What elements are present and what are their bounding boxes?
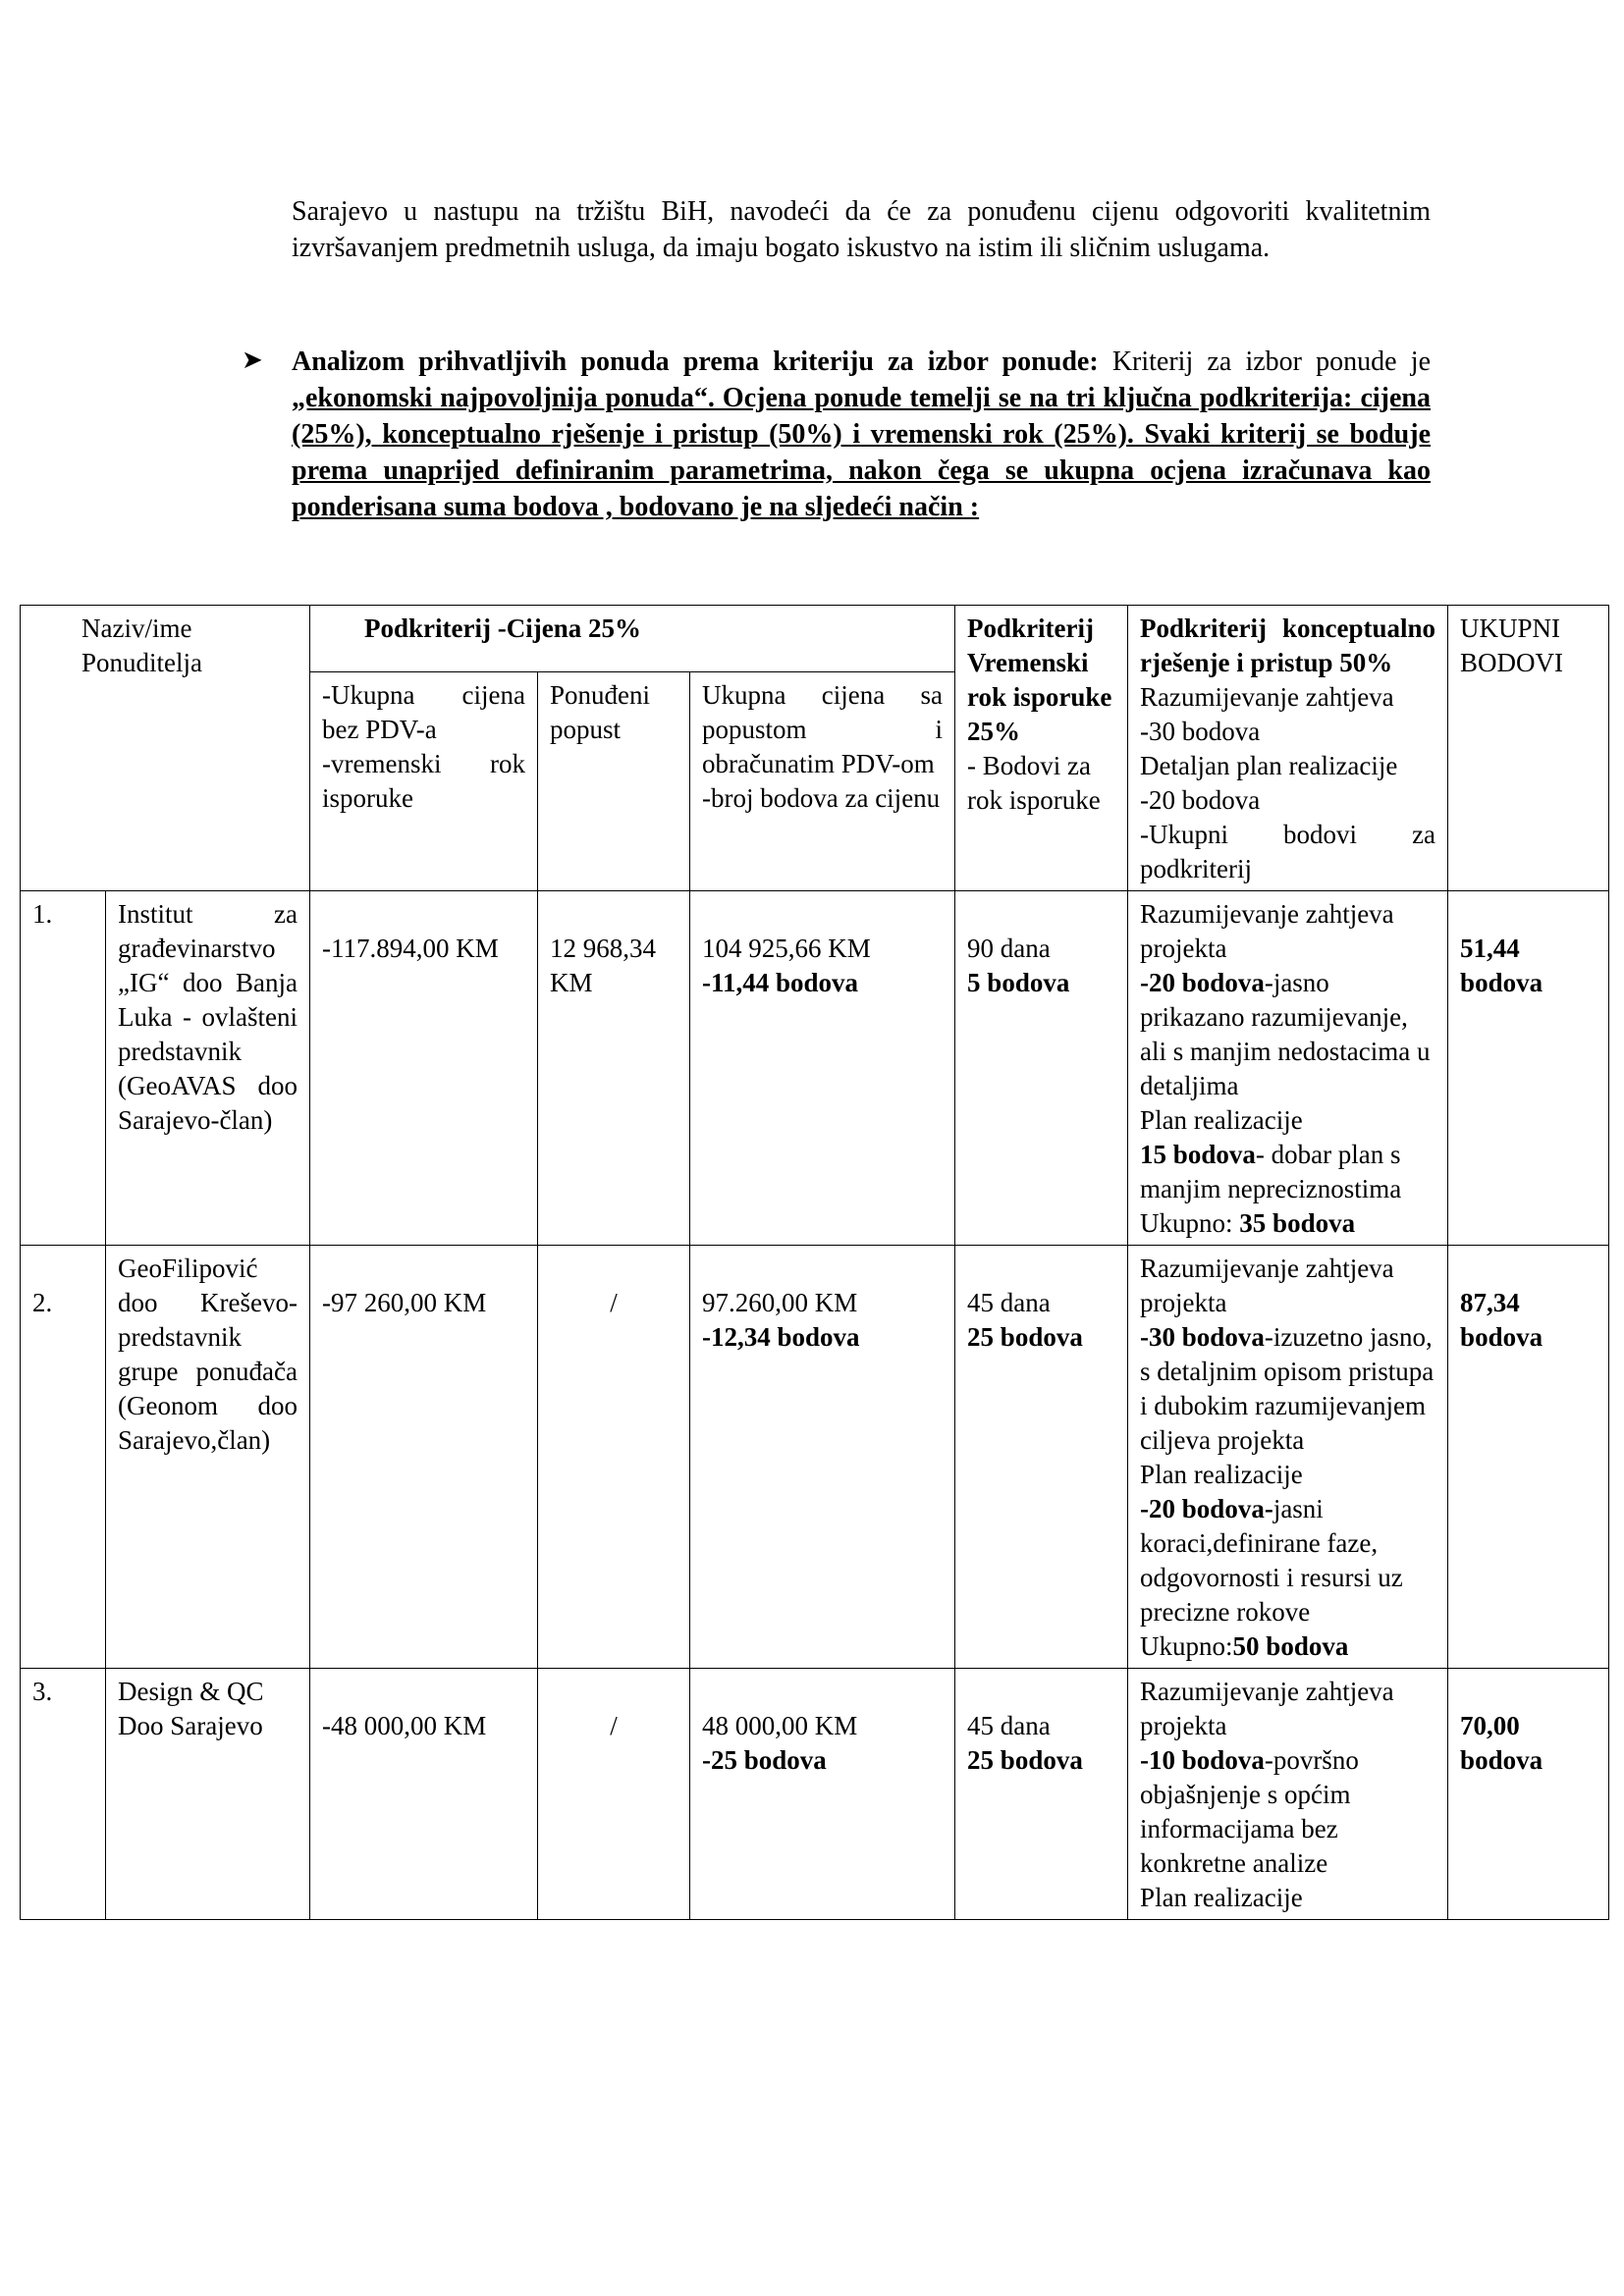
row-bidder-name: GeoFilipović doo Kreševo- predstavnik grupe ponuđača (Geonom doo Sarajevo,član): [106, 1246, 310, 1669]
row-discount: 12 968,34 KM: [538, 891, 690, 1246]
row-number: 1.: [21, 891, 106, 1246]
table-row: [21, 891, 1609, 1246]
row-discount: /: [538, 1246, 690, 1669]
row-total-points: 51,44 bodova: [1448, 891, 1609, 1246]
subheader-popust: Ponuđeni popust: [538, 671, 690, 890]
header-ukupni: UKUPNI BODOVI: [1448, 606, 1609, 891]
row-concept: Razumijevanje zahtjeva projekta -10 bodova-površno objašnjenje s općim informacijama bez konkretne analize Plan realizacije: [1128, 1669, 1448, 1920]
row-bidder-name: Institut za građevinarstvo „IG“ doo Banja Luka - ovlašteni predstavnik (GeoAVAS doo Sarajevo-član): [106, 891, 310, 1246]
table-row: [21, 1669, 1609, 1920]
criteria-text: Kriterij za izbor ponude je: [1098, 347, 1431, 377]
header-koncept: Podkriterij konceptualno rješenje i pristup 50% Razumijevanje zahtjeva -30 bodova Detaljan plan realizacije -20 bodova -Ukupni bodovi za podkriterij: [1128, 606, 1448, 891]
header-naziv: Naziv/ime Ponuditelja: [21, 606, 310, 891]
row-number: 2.: [21, 1246, 106, 1669]
row-total-price: 97.260,00 KM -12,34 bodova: [690, 1246, 955, 1669]
row-delivery: 45 dana 25 bodova: [955, 1246, 1128, 1669]
row-total-price: 104 925,66 KM -11,44 bodova: [690, 891, 955, 1246]
header-cijena: Podkriterij -Cijena 25%: [310, 606, 955, 672]
criteria-lead: Analizom prihvatljivih ponuda prema kriteriju za izbor ponude:: [292, 347, 1099, 377]
criteria-paragraph: [292, 344, 1431, 525]
row-concept: Razumijevanje zahtjeva projekta -30 bodova-izuzetno jasno, s detaljnim opisom pristupa i dubokim razumijevanjem ciljeva projekta Plan realizacije -20 bodova-jasni koraci,definirane faze, odgovornosti i resursi uz precizne rokove Ukupno:50 bodova: [1128, 1246, 1448, 1669]
row-delivery: 90 dana 5 bodova: [955, 891, 1128, 1246]
header-vremenski: Podkriterij Vremenski rok isporuke 25% - Bodovi za rok isporuke: [955, 606, 1128, 891]
table-header-row: [21, 606, 1609, 672]
row-delivery: 45 dana 25 bodova: [955, 1669, 1128, 1920]
intro-paragraph: Sarajevo u nastupu na tržištu BiH, navodeći da će za ponuđenu cijenu odgovoriti kvalitetnim izvršavanjem predmetnih usluga, da imaju bogato iskustvo na istim ili sličnim uslugama.: [292, 196, 1431, 263]
row-total-points: 70,00 bodova: [1448, 1669, 1609, 1920]
row-price: -97 260,00 KM: [310, 1246, 538, 1669]
row-bidder-name: Design & QC Doo Sarajevo: [106, 1669, 310, 1920]
subheader-cijena-sa-popustom: Ukupna cijena sa popustom i obračunatim PDV-om -broj bodova za cijenu: [690, 671, 955, 890]
arrow-bullet-icon: ➤: [242, 346, 263, 374]
criteria-underlined: „ekonomski najpovoljnija ponuda“. Ocjena ponude temelji se na tri ključna podkriterija: cijena (25%), konceptualno rješenje i pristup (50%) i vremenski rok (25%). Svaki kriterij se boduje prema unaprijed definiranim parametrima, nakon čega se ukupna ocjena izračunava kao ponderisana suma bodova , bodovano je na sljedeći način :: [292, 383, 1431, 522]
row-total-price: 48 000,00 KM -25 bodova: [690, 1669, 955, 1920]
row-price: -48 000,00 KM: [310, 1669, 538, 1920]
evaluation-table: [20, 605, 1609, 1920]
row-total-points: 87,34 bodova: [1448, 1246, 1609, 1669]
row-concept: Razumijevanje zahtjeva projekta -20 bodova-jasno prikazano razumijevanje, ali s manjim nedostacima u detaljima Plan realizacije 15 bodova- dobar plan s manjim nepreciznostima Ukupno: 35 bodova: [1128, 891, 1448, 1246]
row-number: 3.: [21, 1669, 106, 1920]
row-price: -117.894,00 KM: [310, 891, 538, 1246]
row-discount: /: [538, 1669, 690, 1920]
table-row: [21, 1246, 1609, 1669]
subheader-ukupna-cijena: -Ukupna cijena bez PDV-a -vremenski rok isporuke: [310, 671, 538, 890]
